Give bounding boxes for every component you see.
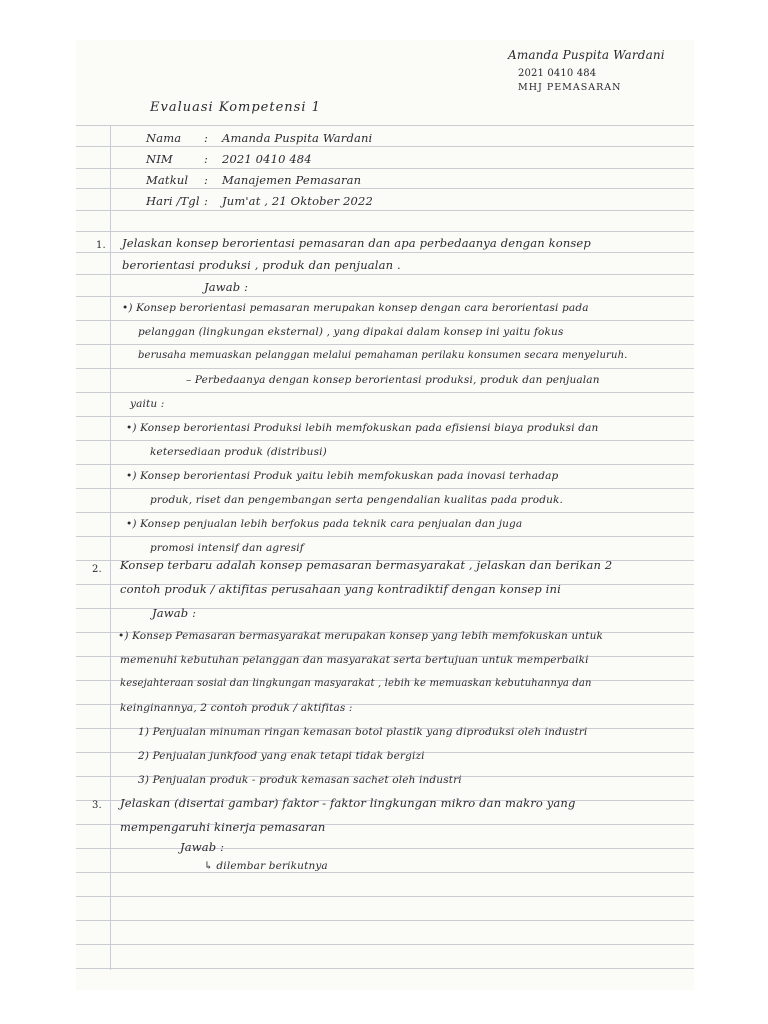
ruled-line <box>76 488 694 489</box>
ruled-line <box>76 944 694 945</box>
question-line: contoh produk / aktifitas perusahaan yang kontradiktif dengan konsep ini <box>120 582 561 596</box>
margin-line <box>110 125 111 970</box>
info-value-matkul: Manajemen Pemasaran <box>222 173 362 187</box>
ruled-line <box>76 440 694 441</box>
info-label-matkul: Matkul <box>146 173 189 187</box>
ruled-line <box>76 252 694 253</box>
answer-line: ↳ dilembar berikutnya <box>204 860 328 872</box>
answer-line: kesejahteraan sosial dan lingkungan masyarakat , lebih ke memuaskan kebutuhannya dan <box>120 678 592 689</box>
ruled-line <box>76 920 694 921</box>
header-nim: 2021 0410 484 <box>518 68 597 79</box>
answer-line: – Perbedaanya dengan konsep berorientasi produksi, produk dan penjualan <box>186 374 600 386</box>
answer-label: Jawab : <box>180 840 225 854</box>
ruled-line <box>76 512 694 513</box>
ruled-line <box>76 320 694 321</box>
answer-line: keinginannya, 2 contoh produk / aktifitas : <box>120 702 353 714</box>
question-line: Jelaskan konsep berorientasi pemasaran dan apa perbedaanya dengan konsep <box>122 236 591 250</box>
answer-line: 2) Penjualan junkfood yang enak tetapi tidak bergizi <box>138 750 425 762</box>
ruled-line <box>76 368 694 369</box>
answer-line: •) Konsep berorientasi pemasaran merupakan konsep dengan cara berorientasi pada <box>122 302 589 314</box>
info-value-hari-tgl: Jum'at , 21 Oktober 2022 <box>222 194 373 208</box>
ruled-line <box>76 274 694 275</box>
ruled-line <box>76 146 694 147</box>
answer-line: •) Konsep berorientasi Produksi lebih memfokuskan pada efisiensi biaya produksi dan <box>126 422 599 434</box>
question-line: Jelaskan (disertai gambar) faktor - faktor lingkungan mikro dan makro yang <box>120 796 576 810</box>
ruled-line <box>76 464 694 465</box>
answer-line: berusaha memuaskan pelanggan melalui pemahaman perilaku konsumen secara menyeluruh. <box>138 350 628 361</box>
answer-label: Jawab : <box>152 606 197 620</box>
info-value-nim: 2021 0410 484 <box>222 152 312 166</box>
ruled-line <box>76 416 694 417</box>
answer-line: •) Konsep penjualan lebih berfokus pada teknik cara penjualan dan juga <box>126 518 523 530</box>
ruled-line <box>76 848 694 849</box>
info-sep: : <box>204 173 209 187</box>
answer-line: •) Konsep Pemasaran bermasyarakat merupakan konsep yang lebih memfokuskan untuk <box>118 630 604 642</box>
answer-line: yaitu : <box>130 398 165 410</box>
ruled-line <box>76 188 694 189</box>
answer-line: produk, riset dan pengembangan serta pengendalian kualitas pada produk. <box>150 494 564 506</box>
answer-label: Jawab : <box>204 280 249 294</box>
page-title: Evaluasi Kompetensi 1 <box>150 100 321 115</box>
ruled-line <box>76 896 694 897</box>
ruled-line <box>76 125 694 126</box>
ruled-line <box>76 168 694 169</box>
info-label-hari-tgl: Hari /Tgl <box>146 194 200 208</box>
question-line: Konsep terbaru adalah konsep pemasaran bermasyarakat , jelaskan dan berikan 2 <box>120 558 613 572</box>
answer-line: memenuhi kebutuhan pelanggan dan masyarakat serta bertujuan untuk memperbaiki <box>120 654 589 666</box>
ruled-line <box>76 392 694 393</box>
header-name: Amanda Puspita Wardani <box>508 48 665 62</box>
question-line: mempengaruhi kinerja pemasaran <box>120 820 326 834</box>
answer-line: 1) Penjualan minuman ringan kemasan botol plastik yang diproduksi oleh industri <box>138 726 588 738</box>
question-line: berorientasi produksi , produk dan penjualan . <box>122 258 401 272</box>
answer-line: 3) Penjualan produk - produk kemasan sachet oleh industri <box>138 774 462 786</box>
question-number: 3. <box>92 800 102 811</box>
info-sep: : <box>204 194 209 208</box>
notebook-page <box>76 40 694 990</box>
ruled-line <box>76 872 694 873</box>
question-number: 2. <box>92 564 102 575</box>
ruled-line <box>76 536 694 537</box>
answer-line: promosi intensif dan agresif <box>150 542 304 554</box>
answer-line: •) Konsep berorientasi Produk yaitu lebih memfokuskan pada inovasi terhadap <box>126 470 559 482</box>
answer-line: pelanggan (lingkungan eksternal) , yang dipakai dalam konsep ini yaitu fokus <box>138 326 564 338</box>
info-sep: : <box>204 131 209 145</box>
info-label-nim: NIM <box>146 152 173 166</box>
ruled-line <box>76 296 694 297</box>
answer-line: ketersediaan produk (distribusi) <box>150 446 327 458</box>
ruled-line <box>76 968 694 969</box>
header-class: MHJ PEMASARAN <box>518 82 622 93</box>
info-value-nama: Amanda Puspita Wardani <box>222 131 373 145</box>
ruled-line <box>76 231 694 232</box>
ruled-line <box>76 210 694 211</box>
question-number: 1. <box>96 240 106 251</box>
info-label-nama: Nama <box>146 131 182 145</box>
ruled-line <box>76 344 694 345</box>
info-sep: : <box>204 152 209 166</box>
